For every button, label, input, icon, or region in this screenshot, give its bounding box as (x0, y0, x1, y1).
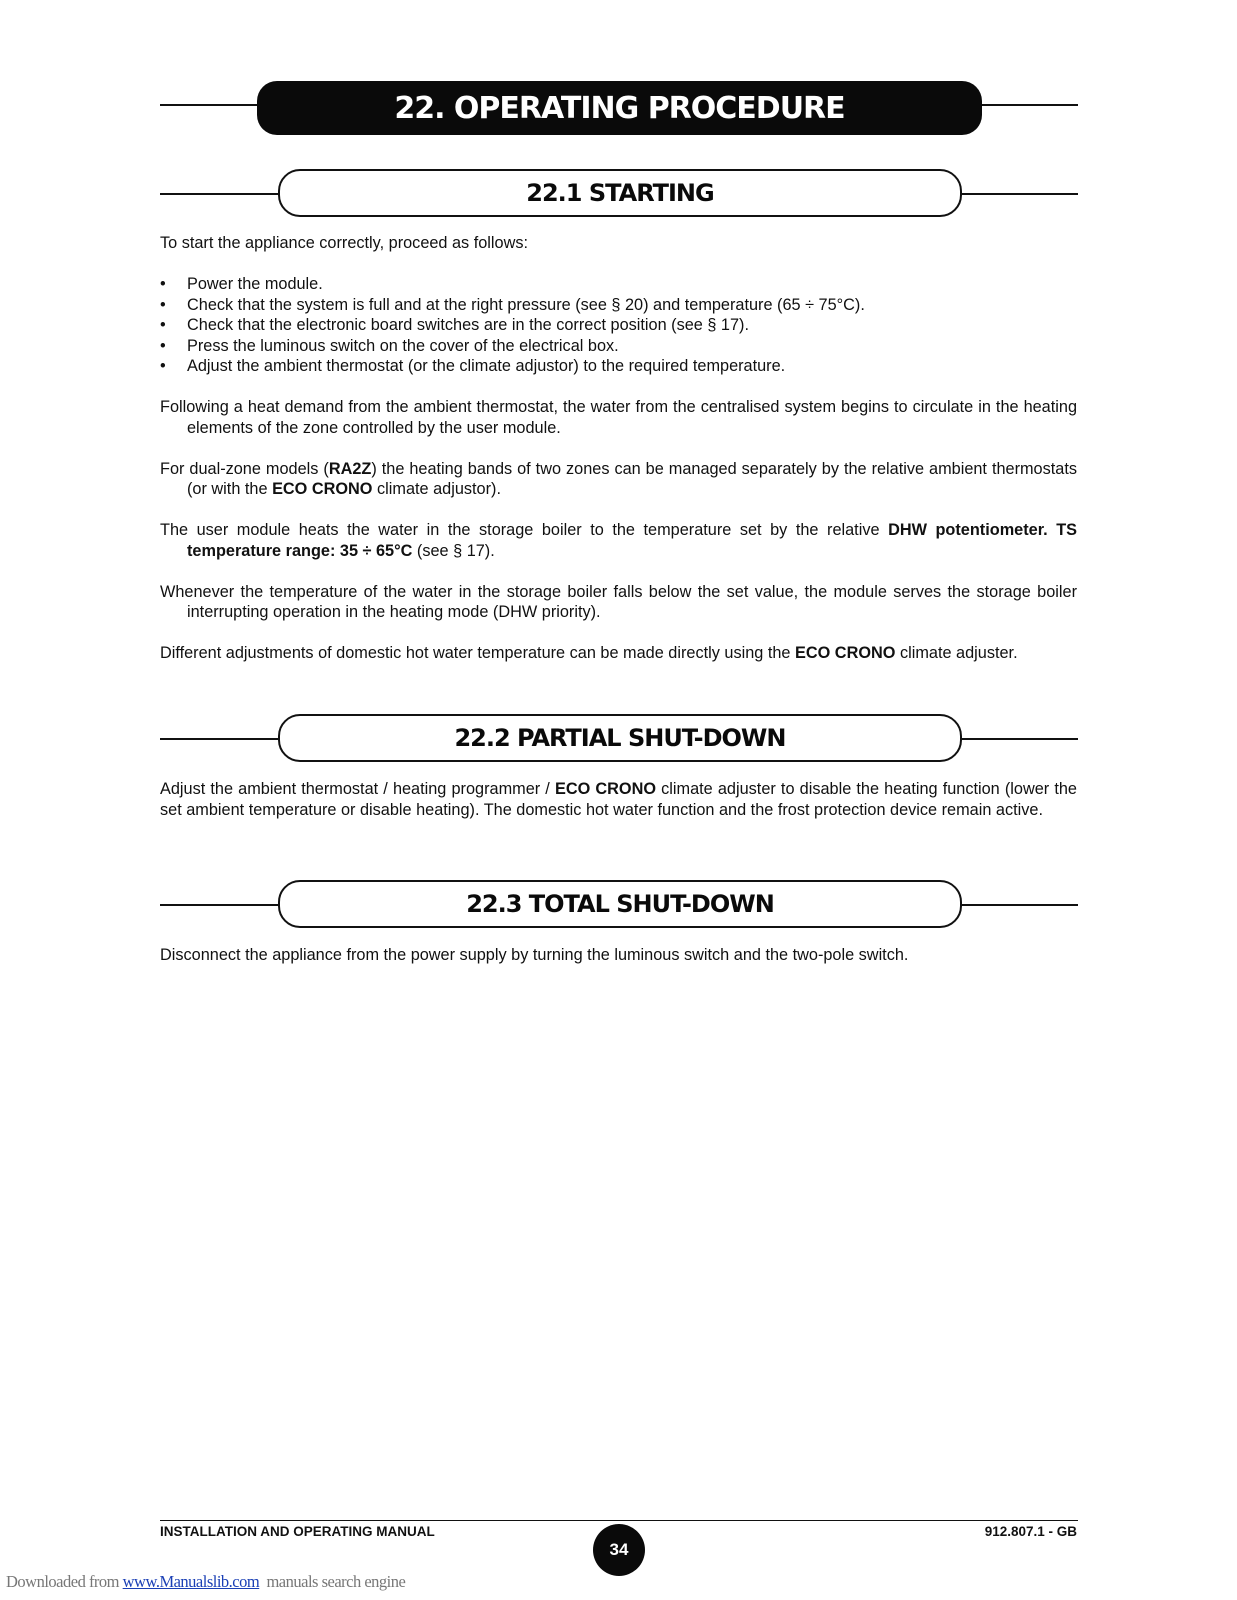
section-1-intro: To start the appliance correctly, proceed as follows: (160, 234, 529, 252)
section-3-body (160, 945, 1077, 966)
section-1-heading: 22.1 STARTING (278, 169, 962, 217)
section-3-paragraph: Disconnect the appliance from the power supply by turning the luminous switch and the two-pole switch. (160, 946, 909, 964)
list-item: • Adjust the ambient thermostat (or the climate adjustor) to the required temperature. (160, 357, 786, 375)
section-1-bullet-list (160, 274, 1077, 377)
list-item: • Power the module. (160, 275, 323, 293)
list-item: • Press the luminous switch on the cover of the electrical box. (160, 336, 619, 355)
section-2-rule-left (160, 738, 280, 740)
page-title: 22. OPERATING PROCEDURE (257, 81, 982, 135)
section-1-paragraph-dhw-priority: Whenever the temperature of the water in the storage boiler falls below the set value, the module serves the storage boiler interrupting operation in the heating mode (DHW priority). (160, 582, 1077, 621)
section-1-rule-left (160, 193, 280, 195)
footer-manual-title: INSTALLATION AND OPERATING MANUAL (160, 1524, 435, 1539)
section-3-rule-left (160, 904, 280, 906)
section-1-rule-right (960, 193, 1078, 195)
page-number: 34 (593, 1524, 645, 1576)
section-1-paragraph-storage-boiler: The user module heats the water in the storage boiler to the temperature set by the relative DHW potentiometer. TS temperature range: 35 ÷ 65°C (see § 17). (160, 521, 1078, 560)
section-3-rule-right (960, 904, 1078, 906)
footer-document-code: 912.807.1 - GB (984, 1524, 1077, 1539)
manualslib-link[interactable]: www.Manualslib.com (122, 1572, 260, 1591)
section-1-body (160, 233, 1077, 664)
section-3-heading: 22.3 TOTAL SHUT-DOWN (278, 880, 962, 928)
list-item: • Check that the electronic board switches are in the correct position (see § 17). (160, 316, 749, 334)
title-rule-left (160, 104, 260, 106)
title-rule-right (978, 104, 1078, 106)
section-2-rule-right (960, 738, 1078, 740)
section-2-paragraph: Adjust the ambient thermostat / heating programmer / ECO CRONO climate adjuster to disable the heating function (lower the set ambient temperature or disable heating). The domestic hot water function and the frost protection device remain active. (160, 780, 1077, 819)
list-item: • Check that the system is full and at the right pressure (see § 20) and temperature (65 ÷ 75°C). (160, 295, 865, 314)
download-notice: Downloaded from www.Manualslib.com manuals search engine (6, 1572, 406, 1591)
section-1-paragraph-dual-zone: For dual-zone models (RA2Z) the heating bands of two zones can be managed separately by the relative ambient thermostats (or with the ECO CRONO climate adjustor). (160, 459, 1077, 498)
section-1-paragraph-adjustments: Different adjustments of domestic hot water temperature can be made directly using the ECO CRONO climate adjuster. (160, 644, 1018, 662)
section-2-body (160, 779, 1077, 820)
section-1-paragraph-heat-demand: Following a heat demand from the ambient thermostat, the water from the centralised system begins to circulate in the heating elements of the zone controlled by the user module. (160, 398, 1077, 437)
footer-rule (160, 1520, 1078, 1521)
section-2-heading: 22.2 PARTIAL SHUT-DOWN (278, 714, 962, 762)
